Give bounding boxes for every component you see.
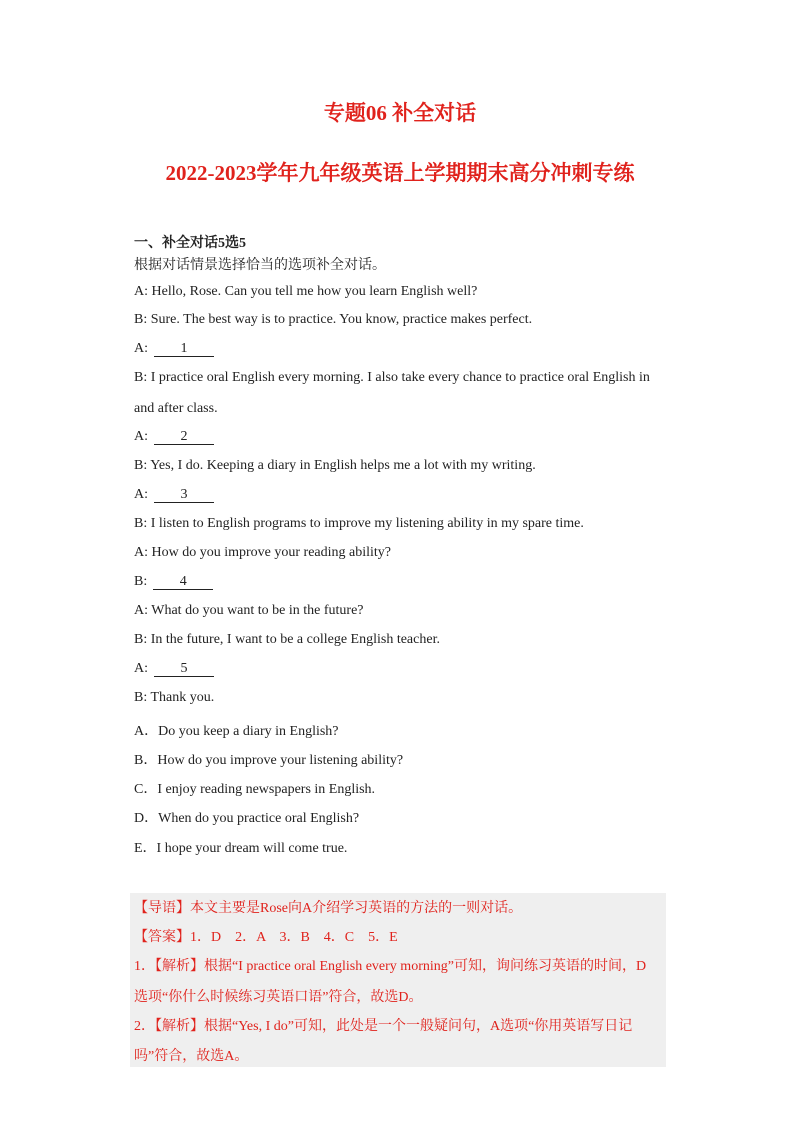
answer-blank[interactable]: 5 xyxy=(154,661,214,677)
section-instruction: 根据对话情景选择恰当的选项补全对话。 xyxy=(134,258,386,273)
dialogue-line: A: What do you want to be in the future? xyxy=(134,603,364,618)
explanation-1-line-2: 选项“你什么时候练习英语口语”符合，故选D。 xyxy=(134,990,423,1005)
answer-blank[interactable]: 1 xyxy=(154,341,214,357)
option-a: A．Do you keep a diary in English? xyxy=(134,724,339,739)
option-c: C．I enjoy reading newspapers in English. xyxy=(134,782,376,797)
option-d: D．When do you practice oral English? xyxy=(134,811,360,826)
answer-key: 【答案】1．D 2．A 3．B 4．C 5．E xyxy=(134,930,398,945)
explanation-2-line-2: 吗”符合，故选A。 xyxy=(134,1049,249,1064)
dialogue-line: B: Yes, I do. Keeping a diary in English helps me a lot with my writing. xyxy=(134,458,536,473)
explanation-2-line-1: 2．【解析】根据“Yes, I do”可知，此处是一个一般疑问句，A选项“你用英语写日记 xyxy=(134,1019,633,1034)
dialogue-line: and after class. xyxy=(134,401,218,416)
answer-panel xyxy=(130,893,666,1067)
option-e: E．I hope your dream will come true. xyxy=(134,841,348,856)
section-heading: 一、补全对话5选5 xyxy=(134,236,246,251)
page-subtitle: 2022-2023学年九年级英语上学期期末高分冲刺专练 xyxy=(165,161,635,185)
dialogue-line: B: I practice oral English every morning. I also take every chance to practice oral English in xyxy=(134,370,650,385)
answer-blank[interactable]: 3 xyxy=(154,487,214,503)
dialogue-line: A: Hello, Rose. Can you tell me how you learn English well? xyxy=(134,284,478,299)
page-title: 专题06 补全对话 xyxy=(323,101,477,125)
dialogue-line: A: 2 xyxy=(134,429,214,445)
explanation-1-line-1: 1．【解析】根据“I practice oral English every morning”可知，询问练习英语的时间，D xyxy=(134,959,647,974)
option-b: B．How do you improve your listening ability? xyxy=(134,753,404,768)
answer-guide: 【导语】本文主要是Rose向A介绍学习英语的方法的一则对话。 xyxy=(134,901,523,916)
dialogue-line: A: 3 xyxy=(134,487,214,503)
dialogue-line: B: I listen to English programs to improve my listening ability in my spare time. xyxy=(134,516,584,531)
answer-blank[interactable]: 4 xyxy=(153,574,213,590)
dialogue-line: B: Sure. The best way is to practice. You know, practice makes perfect. xyxy=(134,312,533,327)
dialogue-line: A: How do you improve your reading ability? xyxy=(134,545,392,560)
dialogue-line: A: 1 xyxy=(134,341,214,357)
dialogue-line: A: 5 xyxy=(134,661,214,677)
dialogue-line: B: Thank you. xyxy=(134,690,215,705)
dialogue-line: B: 4 xyxy=(134,574,213,590)
answer-blank[interactable]: 2 xyxy=(154,429,214,445)
dialogue-line: B: In the future, I want to be a college English teacher. xyxy=(134,632,440,647)
